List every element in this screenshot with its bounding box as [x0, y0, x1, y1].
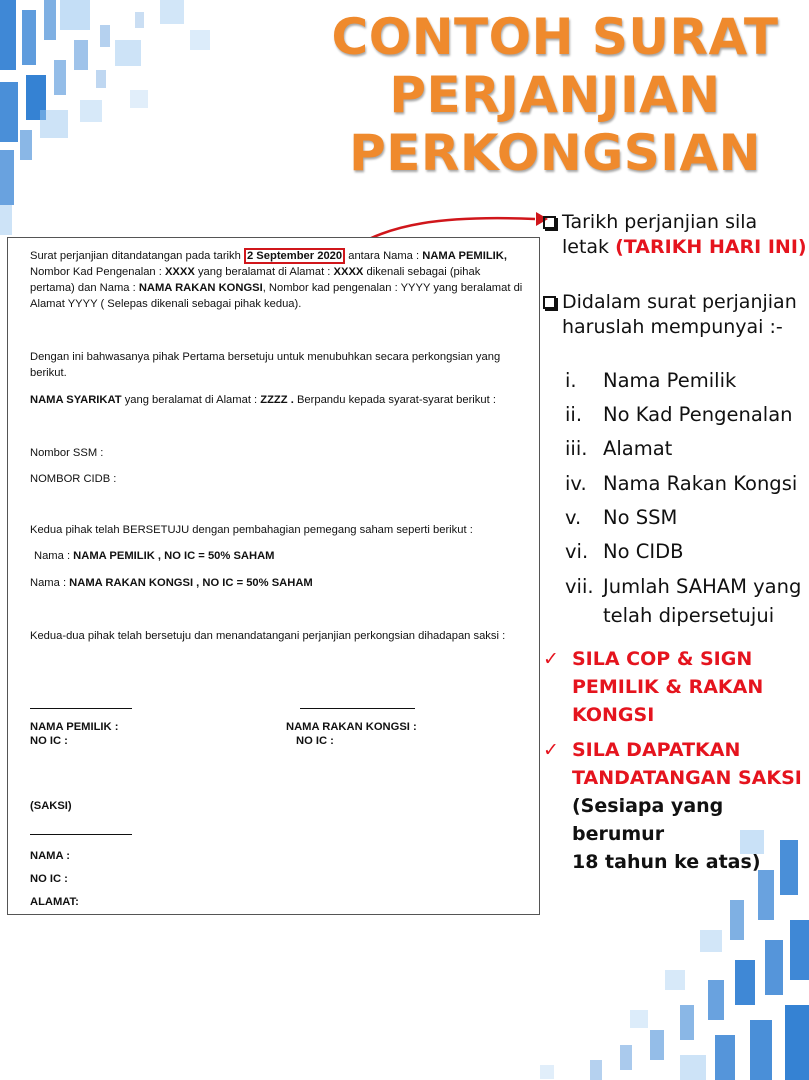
highlighted-date: 2 September 2020 [244, 248, 345, 264]
page-title [330, 8, 780, 182]
checkbox-square-icon [543, 216, 556, 229]
checkmark-icon: ✓ [543, 739, 559, 761]
letter-paragraph-3: NAMA SYARIKAT yang beralamat di Alamat : ZZZZ . Berpandu kepada syarat-syarat berikut : [30, 394, 496, 406]
list-item: telah dipersetujui [603, 604, 775, 627]
witness-address: ALAMAT: [30, 896, 79, 908]
owner-signature-line [30, 708, 132, 709]
title-line-3: PERKONGSIAN [349, 124, 761, 182]
note-date: Tarikh perjanjian sila letak (TARIKH HARI INI) [543, 210, 807, 260]
owner-signature-block: NAMA PEMILIK : NO IC : [30, 721, 119, 747]
checkbox-square-icon [543, 296, 556, 309]
witness-ic: NO IC : [30, 873, 68, 885]
witness-signature-line [30, 834, 132, 835]
list-item: vi. No CIDB [565, 540, 684, 563]
witness-name: NAMA : [30, 850, 70, 862]
letter-paragraph-5: Kedua-dua pihak telah bersetuju dan menandatangani perjanjian perkongsian dihadapan saksi : [30, 630, 506, 642]
agreement-letter [7, 237, 540, 915]
share-line-1: Nama : NAMA PEMILIK , NO IC = 50% SAHAM [34, 550, 275, 562]
note-date-highlight: (TARIKH HARI INI) [615, 236, 807, 258]
list-item: vii. Jumlah SAHAM yang [565, 575, 802, 598]
check-note-witness: ✓ SILA DAPATKAN TANDATANGAN SAKSI (Sesiapa yang berumur 18 tahun ke atas) [543, 736, 809, 856]
check-note-cop-sign: ✓ SILA COP & SIGN PEMILIK & RAKAN KONGSI [543, 645, 809, 735]
list-item: i. Nama Pemilik [565, 369, 737, 392]
letter-paragraph-1: Surat perjanjian ditandatangan pada tarikh 2 September 2020 antara Nama : NAMA PEMILIK, Nombor Kad Pengenalan : XXXX yang beralamat di Alamat : XXXX dikenali sebagai (pihak pertama) dan Nama : NAMA RAKAN KONGSI, Nombor kad pengenalan : YYYY yang beralamat di Alamat YYYY ( Selepas dikenali sebagai pihak kedua). [30, 250, 523, 310]
share-line-2: Nama : NAMA RAKAN KONGSI , NO IC = 50% SAHAM [30, 577, 313, 589]
letter-paragraph-4: Kedua pihak telah BERSETUJU dengan pembahagian pemegang saham seperti berikut : [30, 524, 473, 536]
title-line-2: PERJANJIAN [389, 66, 721, 124]
ssm-label: Nombor SSM : [30, 447, 104, 459]
partner-signature-line [300, 708, 415, 709]
title-line-1: CONTOH SURAT [331, 8, 779, 66]
witness-title: (SAKSI) [30, 800, 72, 812]
partner-signature-block: NAMA RAKAN KONGSI : NO IC : [286, 721, 417, 747]
list-item: iv. Nama Rakan Kongsi [565, 472, 798, 495]
cidb-label: NOMBOR CIDB : [30, 473, 117, 485]
checkmark-icon: ✓ [543, 648, 559, 670]
note-contents: Didalam surat perjanjian haruslah mempunyai :- [543, 290, 797, 340]
background-decoration-top-left [0, 0, 330, 240]
letter-paragraph-2: Dengan ini bahwasanya pihak Pertama bersetuju untuk menubuhkan secara perkongsian yang berikut. [30, 351, 501, 379]
list-item: iii. Alamat [565, 437, 673, 460]
list-item: ii. No Kad Pengenalan [565, 403, 793, 426]
list-item: v. No SSM [565, 506, 678, 529]
